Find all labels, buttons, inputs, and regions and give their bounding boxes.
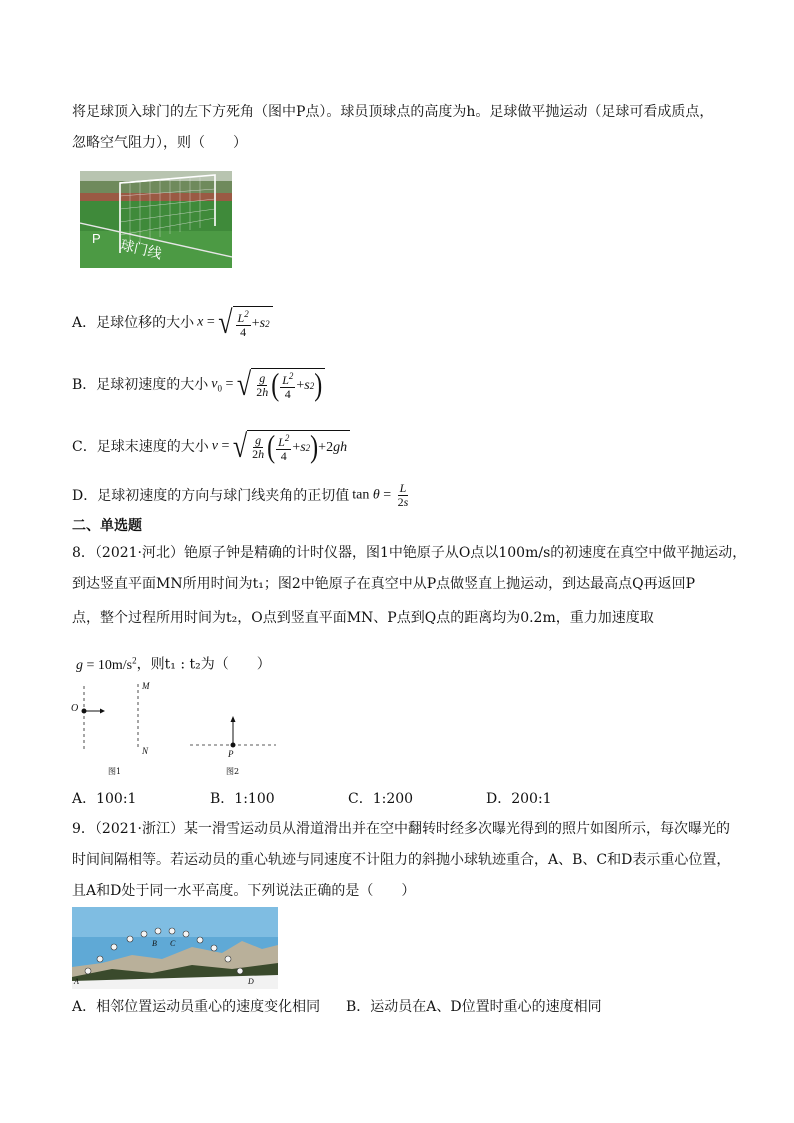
q9-option-b: B．运动员在A、D位置时重心的速度相同 [346,999,602,1015]
question-8-line-4 [72,650,271,676]
question-7-text-line-1: 将足球顶入球门的左下方死角（图中P点）。球员顶球点的高度为h。足球做平抛运动（足球可看成质点， [72,104,714,120]
point-m-label: M [142,681,150,691]
q7-option-b-text: B．足球初速度的大小 [72,376,209,393]
point-o-label: O [71,703,79,714]
q7-option-d [72,482,411,509]
question-8-line-2: 到达竖直平面MN所用时间为t₁；图2中铯原子在真空中从P点做竖直上抛运动，到达最高点Q再返回P [72,576,696,592]
q7-option-a [72,303,273,340]
goal-point-p-label: P [92,231,101,246]
position-b-label: B [152,939,157,948]
q7-option-b [72,365,325,403]
q8-option-c: C．1:200 [348,791,414,807]
q7-option-c [72,427,350,465]
q8-option-d: D．200:1 [486,791,552,807]
q7-option-c-formula: v = √ $\frac{g}{2h}$ ( $\frac{L^2}{4}$ + s 2 ) +2 gh [212,430,350,463]
q7-option-d-formula: tan θ = $\frac{L}{2s}$ [352,481,409,509]
question-7-text-line-2: 忽略空气阻力），则（ ） [72,135,247,151]
q7-option-b-formula: $v_0$ = √ $\frac{g}{2h}$ ( $\frac{L^2}{4}$ + s 2 ) [211,368,325,401]
question-9-line-1: 9．（2021·浙江）某一滑雪运动员从滑道滑出并在空中翻转时经多次曝光得到的照片如图所示，每次曝光的 [72,821,730,837]
goal-line-label: 球门线 [118,237,164,263]
q8-option-b: B．1:100 [210,791,275,807]
position-d-label: D [248,977,254,986]
question-8-line-4-suffix: ，则t₁ : t₂为（ ） [136,656,271,673]
position-a-label: A [74,977,79,986]
q7-option-a-formula: x = √ $\frac{L^2}{4}$ + s 2 [197,306,272,339]
q8-option-a: A．100:1 [72,791,137,807]
figure-1-caption: 图1 [108,767,122,776]
question-8-line-3: 点，整个过程所用时间为t₂，O点到竖直平面MN、P点到Q点的距离均为0.2m，重力加速度取 [72,610,654,626]
position-c-label: C [170,939,176,948]
q7-option-a-text: A．足球位移的大小 [72,314,195,331]
q7-option-d-text: D．足球初速度的方向与球门线夹角的正切值 [72,487,350,504]
q7-option-c-text: C．足球末速度的大小 [72,438,209,455]
q9-option-a: A．相邻位置运动员重心的速度变化相同 [72,999,321,1015]
figure-2-caption: 图2 [226,767,240,776]
question-8-figure [66,678,296,778]
question-9-line-2: 时间间隔相等。若运动员的重心轨迹与同速度不计阻力的斜抛小球轨迹重合，A、B、C和D表示重心位置， [72,852,731,868]
question-8-line-1: 8．（2021·河北）铯原子钟是精确的计时仪器，图1中铯原子从O点以100m/s的初速度在真空中做平抛运动， [72,545,747,561]
goal-photo [80,171,232,268]
point-p-label: P [228,749,234,759]
point-n-label: N [142,746,149,756]
gravity-formula: $g = 10m/s^2$ [76,655,137,673]
question-9-line-3: 且A和D处于同一水平高度。下列说法正确的是（ ） [72,883,416,899]
section-title: 二、单选题 [72,518,142,534]
ski-jump-photo [72,907,278,989]
